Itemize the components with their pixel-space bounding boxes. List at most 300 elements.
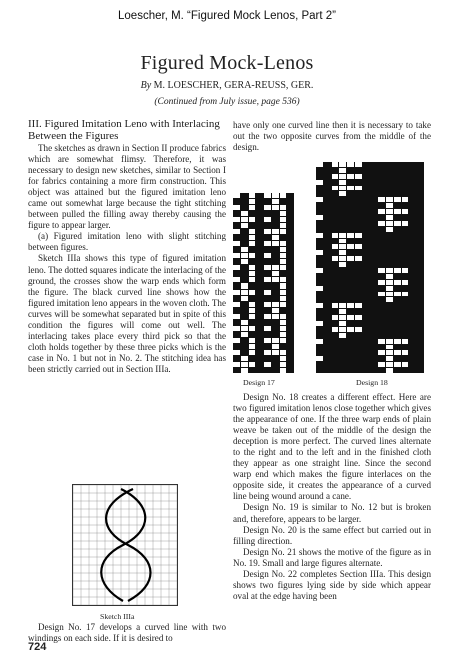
weave-cell <box>394 191 401 196</box>
weave-cell <box>264 247 271 252</box>
weave-cell <box>264 302 271 307</box>
weave-cell <box>355 250 362 255</box>
weave-cell <box>324 203 331 208</box>
weave-cell <box>378 315 385 320</box>
weave-cell <box>394 162 401 167</box>
weave-cell <box>280 235 287 240</box>
weave-cell <box>233 241 240 246</box>
weave-cell <box>378 327 385 332</box>
weave-cell <box>241 290 248 295</box>
weave-cell <box>363 209 370 214</box>
weave-cell <box>332 303 339 308</box>
weave-cell <box>241 308 248 313</box>
weave-cell <box>370 321 377 326</box>
weave-cell <box>363 339 370 344</box>
weave-cell <box>409 315 416 320</box>
weave-cell <box>386 262 393 267</box>
weave-cell <box>264 259 271 264</box>
weave-cell <box>272 235 279 240</box>
weave-cell <box>378 339 385 344</box>
weave-cell <box>370 303 377 308</box>
weave-cell <box>256 217 263 222</box>
weave-cell <box>378 274 385 279</box>
weave-cell <box>339 368 346 373</box>
weave-cell <box>386 327 393 332</box>
weave-cell <box>324 250 331 255</box>
weave-cell <box>324 350 331 355</box>
weave-cell <box>324 286 331 291</box>
weave-cell <box>249 199 256 204</box>
weave-cell <box>402 227 409 232</box>
weave-cell <box>370 280 377 285</box>
weave-cell <box>339 280 346 285</box>
weave-cell <box>316 209 323 214</box>
weave-cell <box>409 162 416 167</box>
weave-cell <box>280 271 287 276</box>
weave-cell <box>272 338 279 343</box>
weave-cell <box>233 356 240 361</box>
weave-cell <box>233 368 240 373</box>
weave-cell <box>324 209 331 214</box>
weave-cell <box>332 292 339 297</box>
weave-cell <box>316 280 323 285</box>
weave-cell <box>280 314 287 319</box>
weave-cell <box>272 320 279 325</box>
weave-cell <box>417 215 424 220</box>
weave-cell <box>394 356 401 361</box>
weave-cell <box>339 345 346 350</box>
weave-cell <box>347 162 354 167</box>
weave-cell <box>409 274 416 279</box>
weave-cell <box>332 180 339 185</box>
weave-cell <box>287 223 294 228</box>
weave-cell <box>347 244 354 249</box>
weave-cell <box>339 356 346 361</box>
weave-cell <box>370 268 377 273</box>
weave-cell <box>347 209 354 214</box>
weave-cell <box>394 168 401 173</box>
weave-cell <box>241 332 248 337</box>
weave-cell <box>264 332 271 337</box>
sketch-iiia-figure <box>72 484 178 606</box>
weave-cell <box>363 244 370 249</box>
weave-cell <box>332 227 339 232</box>
weave-cell <box>386 280 393 285</box>
weave-cell <box>363 221 370 226</box>
weave-cell <box>355 168 362 173</box>
weave-cell <box>256 247 263 252</box>
weave-cell <box>324 274 331 279</box>
weave-cell <box>287 344 294 349</box>
weave-cell <box>355 315 362 320</box>
weave-cell <box>280 265 287 270</box>
weave-cell <box>386 209 393 214</box>
weave-cell <box>417 180 424 185</box>
design-18-grid <box>316 162 424 373</box>
weave-cell <box>249 271 256 276</box>
weave-cell <box>324 197 331 202</box>
weave-cell <box>347 180 354 185</box>
weave-cell <box>378 362 385 367</box>
weave-cell <box>378 356 385 361</box>
weave-cell <box>378 303 385 308</box>
weave-cell <box>316 239 323 244</box>
weave-cell <box>355 345 362 350</box>
weave-cell <box>386 303 393 308</box>
weave-cell <box>347 268 354 273</box>
weave-cell <box>339 191 346 196</box>
weave-cell <box>249 253 256 258</box>
weave-cell <box>402 350 409 355</box>
weave-cell <box>256 356 263 361</box>
weave-cell <box>280 253 287 258</box>
weave-cell <box>332 327 339 332</box>
weave-cell <box>417 333 424 338</box>
weave-cell <box>363 262 370 267</box>
weave-cell <box>355 268 362 273</box>
weave-cell <box>409 186 416 191</box>
weave-cell <box>339 362 346 367</box>
weave-cell <box>355 239 362 244</box>
weave-cell <box>272 223 279 228</box>
weave-cell <box>386 180 393 185</box>
weave-cell <box>417 262 424 267</box>
weave-cell <box>409 321 416 326</box>
weave-cell <box>272 271 279 276</box>
weave-cell <box>287 229 294 234</box>
weave-cell <box>386 239 393 244</box>
weave-cell <box>287 199 294 204</box>
weave-cell <box>256 271 263 276</box>
weave-cell <box>233 229 240 234</box>
weave-cell <box>355 197 362 202</box>
weave-cell <box>264 271 271 276</box>
weave-cell <box>355 327 362 332</box>
weave-cell <box>394 350 401 355</box>
paragraph: Design No. 21 shows the motive of the figure as in No. 19. Small and large figures alternate. <box>233 546 431 568</box>
weave-cell <box>332 215 339 220</box>
weave-cell <box>386 186 393 191</box>
weave-cell <box>272 344 279 349</box>
weave-cell <box>394 315 401 320</box>
weave-cell <box>241 247 248 252</box>
weave-cell <box>264 290 271 295</box>
weave-cell <box>417 268 424 273</box>
weave-cell <box>370 292 377 297</box>
weave-cell <box>233 235 240 240</box>
weave-cell <box>280 199 287 204</box>
weave-cell <box>233 283 240 288</box>
weave-cell <box>233 223 240 228</box>
weave-cell <box>394 280 401 285</box>
weave-cell <box>378 268 385 273</box>
weave-cell <box>264 320 271 325</box>
weave-cell <box>417 327 424 332</box>
weave-cell <box>363 268 370 273</box>
weave-cell <box>241 362 248 367</box>
weave-cell <box>287 235 294 240</box>
weave-cell <box>264 338 271 343</box>
weave-cell <box>409 233 416 238</box>
weave-cell <box>347 221 354 226</box>
weave-cell <box>378 256 385 261</box>
weave-cell <box>417 350 424 355</box>
weave-cell <box>363 191 370 196</box>
weave-cell <box>316 350 323 355</box>
weave-cell <box>280 283 287 288</box>
weave-cell <box>332 274 339 279</box>
weave-cell <box>355 297 362 302</box>
weave-cell <box>287 308 294 313</box>
weave-cell <box>241 205 248 210</box>
weave-cell <box>402 186 409 191</box>
weave-cell <box>378 162 385 167</box>
weave-cell <box>264 368 271 373</box>
weave-cell <box>249 308 256 313</box>
weave-cell <box>363 309 370 314</box>
weave-cell <box>339 197 346 202</box>
weave-cell <box>402 180 409 185</box>
weave-cell <box>249 265 256 270</box>
weave-cell <box>316 244 323 249</box>
author: M. LOESCHER, GERA-REUSS, GER. <box>153 80 314 91</box>
weave-cell <box>402 333 409 338</box>
design-17-figure <box>233 193 294 373</box>
weave-cell <box>363 315 370 320</box>
weave-cell <box>370 239 377 244</box>
weave-cell <box>241 259 248 264</box>
weave-cell <box>355 303 362 308</box>
weave-cell <box>339 203 346 208</box>
weave-cell <box>355 174 362 179</box>
weave-cell <box>409 197 416 202</box>
article-title: Figured Mock-Lenos <box>140 52 314 74</box>
weave-cell <box>409 227 416 232</box>
weave-cell <box>409 250 416 255</box>
weave-cell <box>316 191 323 196</box>
weave-cell <box>287 314 294 319</box>
weave-cell <box>370 197 377 202</box>
weave-cell <box>417 297 424 302</box>
weave-cell <box>241 302 248 307</box>
weave-cell <box>370 262 377 267</box>
design-17-caption: Design 17 <box>243 378 275 387</box>
weave-cell <box>386 362 393 367</box>
weave-cell <box>256 368 263 373</box>
weave-cell <box>233 320 240 325</box>
weave-cell <box>417 221 424 226</box>
weave-cell <box>339 180 346 185</box>
weave-cell <box>233 302 240 307</box>
weave-cell <box>409 309 416 314</box>
weave-cell <box>394 197 401 202</box>
weave-cell <box>370 327 377 332</box>
weave-cell <box>256 211 263 216</box>
weave-cell <box>332 356 339 361</box>
weave-cell <box>370 162 377 167</box>
weave-cell <box>394 233 401 238</box>
weave-cell <box>386 356 393 361</box>
weave-cell <box>332 209 339 214</box>
weave-cell <box>378 180 385 185</box>
weave-cell <box>339 327 346 332</box>
weave-cell <box>316 292 323 297</box>
weave-cell <box>394 180 401 185</box>
weave-cell <box>370 233 377 238</box>
left-column-bottom <box>28 622 226 644</box>
weave-cell <box>402 162 409 167</box>
weave-cell <box>280 290 287 295</box>
weave-cell <box>386 309 393 314</box>
paragraph: Sketch IIIa shows this type of figured imitation leno. The dotted squares indicate the interlacing of the ground, the crosses show the warp ends which form the figure. The black curved line shows how the figured imitation leno appears in the woven cloth. The curves will be somewhat separated but in spite of this condition the figures will come out well. The interlacing takes place every third pick so that the cloth holds together by these three picks which is the case in No. 1 but not in No. 2. The stitching idea has been strictly carried out in Section IIIa. <box>28 253 226 374</box>
weave-cell <box>241 368 248 373</box>
weave-cell <box>316 186 323 191</box>
weave-cell <box>355 339 362 344</box>
weave-cell <box>233 332 240 337</box>
weave-cell <box>409 262 416 267</box>
weave-cell <box>370 362 377 367</box>
weave-cell <box>417 286 424 291</box>
weave-cell <box>339 286 346 291</box>
weave-cell <box>241 229 248 234</box>
weave-cell <box>241 283 248 288</box>
weave-cell <box>386 174 393 179</box>
weave-cell <box>347 303 354 308</box>
weave-cell <box>287 290 294 295</box>
weave-cell <box>280 193 287 198</box>
weave-cell <box>316 315 323 320</box>
weave-cell <box>316 303 323 308</box>
running-header: Loescher, M. “Figured Mock Lenos, Part 2” <box>118 10 336 22</box>
weave-cell <box>241 344 248 349</box>
weave-cell <box>241 277 248 282</box>
weave-cell <box>386 321 393 326</box>
weave-cell <box>355 333 362 338</box>
weave-cell <box>332 268 339 273</box>
weave-cell <box>280 362 287 367</box>
weave-cell <box>363 233 370 238</box>
weave-cell <box>394 256 401 261</box>
section-heading: III. Figured Imitation Leno with Interlacing Between the Figures <box>28 118 220 142</box>
weave-cell <box>280 247 287 252</box>
weave-cell <box>316 345 323 350</box>
weave-cell <box>272 217 279 222</box>
weave-cell <box>316 274 323 279</box>
weave-cell <box>332 256 339 261</box>
weave-cell <box>332 280 339 285</box>
weave-cell <box>249 314 256 319</box>
weave-cell <box>280 344 287 349</box>
weave-cell <box>409 345 416 350</box>
weave-cell <box>347 227 354 232</box>
weave-cell <box>249 296 256 301</box>
weave-cell <box>233 247 240 252</box>
weave-cell <box>264 205 271 210</box>
weave-cell <box>386 286 393 291</box>
weave-cell <box>264 350 271 355</box>
weave-cell <box>386 227 393 232</box>
weave-cell <box>402 168 409 173</box>
weave-cell <box>241 350 248 355</box>
weave-cell <box>233 217 240 222</box>
weave-cell <box>363 186 370 191</box>
weave-cell <box>332 321 339 326</box>
weave-cell <box>355 368 362 373</box>
weave-cell <box>394 345 401 350</box>
weave-cell <box>347 321 354 326</box>
weave-cell <box>363 327 370 332</box>
weave-cell <box>417 256 424 261</box>
weave-cell <box>272 241 279 246</box>
weave-cell <box>272 205 279 210</box>
weave-cell <box>241 314 248 319</box>
weave-cell <box>363 292 370 297</box>
weave-cell <box>241 241 248 246</box>
weave-cell <box>332 203 339 208</box>
weave-cell <box>280 223 287 228</box>
weave-cell <box>402 244 409 249</box>
weave-cell <box>417 250 424 255</box>
weave-cell <box>256 344 263 349</box>
weave-cell <box>363 297 370 302</box>
weave-cell <box>256 308 263 313</box>
weave-cell <box>241 265 248 270</box>
weave-cell <box>233 193 240 198</box>
weave-cell <box>287 265 294 270</box>
weave-cell <box>394 303 401 308</box>
weave-cell <box>355 227 362 232</box>
weave-cell <box>409 350 416 355</box>
weave-cell <box>347 362 354 367</box>
byline-by: By <box>140 80 152 91</box>
paragraph: The sketches as drawn in Section II produce fabrics which are somewhat flimsy. Therefore, it was necessary to design new sketches, similar to Section I for fabrics containing a more firm construction. This object was attained but the figured imitation leno came out somewhat large because the tight stitching between pulled the filling away thereby causing the figure to appear larger. <box>28 143 226 231</box>
weave-cell <box>355 215 362 220</box>
weave-cell <box>324 180 331 185</box>
weave-cell <box>287 205 294 210</box>
weave-cell <box>256 241 263 246</box>
weave-cell <box>233 338 240 343</box>
weave-cell <box>241 211 248 216</box>
weave-cell <box>264 296 271 301</box>
weave-cell <box>347 239 354 244</box>
weave-cell <box>355 309 362 314</box>
weave-cell <box>378 350 385 355</box>
weave-cell <box>394 227 401 232</box>
weave-cell <box>417 191 424 196</box>
weave-cell <box>370 368 377 373</box>
weave-cell <box>402 327 409 332</box>
weave-cell <box>363 362 370 367</box>
weave-cell <box>402 239 409 244</box>
weave-cell <box>316 168 323 173</box>
weave-cell <box>417 274 424 279</box>
weave-cell <box>316 339 323 344</box>
weave-cell <box>402 286 409 291</box>
weave-cell <box>287 211 294 216</box>
weave-cell <box>386 197 393 202</box>
weave-cell <box>402 250 409 255</box>
weave-cell <box>272 314 279 319</box>
paragraph: (a) Figured imitation leno with slight stitching between figures. <box>28 231 226 253</box>
weave-cell <box>332 368 339 373</box>
weave-cell <box>378 233 385 238</box>
weave-cell <box>316 250 323 255</box>
weave-cell <box>363 303 370 308</box>
weave-cell <box>233 344 240 349</box>
weave-cell <box>287 338 294 343</box>
weave-cell <box>272 332 279 337</box>
weave-cell <box>386 168 393 173</box>
